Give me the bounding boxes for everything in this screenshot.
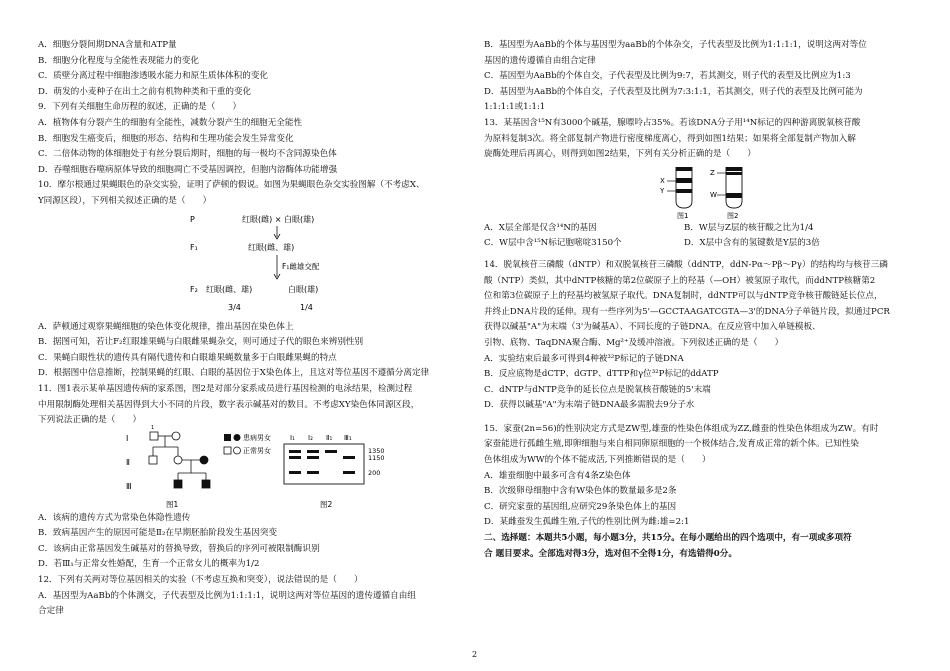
diagram-f2-right: 白眼(雄) <box>288 284 319 294</box>
gel-band <box>325 450 337 453</box>
q15-option-c: C．研究家蚕的基因组,应研究29条染色体上的基因 <box>484 501 677 512</box>
diagram-f1-text: 红眼(雌、雄) <box>248 242 295 252</box>
gen-label-i: Ⅰ <box>126 433 129 443</box>
q14-option-d: D．获得以碱基"A"为末端子链DNA最多需脱去9分子水 <box>484 400 695 411</box>
pedigree-i1-male <box>150 432 158 440</box>
gel-band <box>289 471 301 474</box>
legend-affected-circle-icon <box>234 434 241 441</box>
q15-stem-3: 色体组成为WW的个体不能成活,下列推断错误的是（ ） <box>484 455 711 466</box>
diagram-ratio-right: 1/4 <box>300 302 313 312</box>
tube2-cap <box>726 167 742 171</box>
gel-band <box>307 450 319 453</box>
tube1-caption: 图1 <box>677 211 689 220</box>
q12-stem: 12．下列有关两对等位基因相关的实验（不考虑互换和突变），说法错误的是（ ） <box>38 575 363 586</box>
q13-option-d: D．X层中含有的氢键数是Y层的3倍 <box>684 238 820 249</box>
pedigree-ii3-affected-female <box>200 456 208 464</box>
right-column <box>484 38 912 562</box>
q9-option-a: A．植物体有分裂产生的细胞有全能性，减数分裂产生的细胞无全能性 <box>38 117 303 128</box>
pedigree-ii2-female <box>174 456 182 464</box>
diagram-p-label: P <box>190 214 195 224</box>
q13-stem-3: 旋酶处理后再离心，则得到如图2结果，下列有关分析正确的是（ ） <box>484 149 756 160</box>
q14-stem-2: 酸（NTP）类似，其中dNTP核糖的第2位碳原子上的羟基（—OH）被氢原子取代，而ddNTP核糖第2 <box>484 275 876 286</box>
tube1-label-y: Y <box>660 186 665 195</box>
q11-stem-2: 中用限制酶处理相关基因得到大小不同的片段，数字表示碱基对的数目。不考虑XY染色体同源区段， <box>38 399 420 410</box>
q10-option-c: C．果蝇白眼性状的遗传具有隔代遗传和白眼雄果蝇数量多于白眼雌果蝇的特点 <box>38 352 337 363</box>
tube2-band-w <box>726 193 742 198</box>
left-column <box>38 38 470 620</box>
fig2-caption: 图2 <box>320 499 333 509</box>
page-number: 2 <box>472 650 478 659</box>
q14-stem-6: 引物、底物、TaqDNA聚合酶、Mg²⁺及缓冲溶液。下列叙述正确的是（ ） <box>484 337 784 348</box>
gel-band <box>307 471 319 474</box>
q14-option-b: B．反应底物是dCTP、dGTP、dTTP和γ位³²P标记的ddATP <box>484 369 719 380</box>
legend-affected-square-icon <box>224 434 231 441</box>
q11-stem-1: 11．图1表示某单基因遗传病的家系图，图2是对部分家系成员进行基因检测的电泳结果，检测过程 <box>38 383 413 394</box>
q13-stem-2: 为原料复制3次。将全部复制产物进行密度梯度离心，得到如图1结果；如果将全部复制产物加入解 <box>484 133 856 144</box>
q8-option-a: A．细胞分裂间期DNA含量和ATP量 <box>38 40 177 50</box>
gel-lane-label-3: Ⅱ₁ <box>326 433 333 442</box>
gen-label-ii: Ⅱ <box>126 457 130 467</box>
cross-diagram-svg <box>38 210 470 320</box>
tube2-label-w: W <box>710 190 717 199</box>
q13-options-row-1 <box>484 221 912 237</box>
tube1-band-x <box>676 178 692 183</box>
q12-option-b-line-1: B．基因型为AaBb的个体与基因型为aaBb的个体杂交，子代表型及比例为1:1:1:1，说明这两对等位 <box>484 40 867 50</box>
q11-option-c: C．该病由正常基因发生碱基对的替换导致，替换后的序列可被限制酶识别 <box>38 543 320 554</box>
diagram-f1-label: F₁ <box>190 242 198 252</box>
q10-stem-1: 10．摩尔根通过果蝇眼色的杂交实验，证明了萨顿的假说。如图为果蝇眼色杂交实验图解（不考虑X、 <box>38 180 425 191</box>
q12-option-d-line-2: 1:1:1:1或1:1:1 <box>484 102 546 113</box>
legend-affected-text: 患病男女 <box>243 433 271 442</box>
q15-stem-1: 15．家蚕(2n=56)的性别决定方式是ZW型,雄蚕的性染色体组成为ZZ,雌蚕的性染色体组成为ZW。有时 <box>484 423 879 434</box>
q15-option-b: B．次级卵母细胞中含有W染色体的数量最多是2条 <box>484 486 677 497</box>
gel-band <box>343 471 355 474</box>
diagram-p-cross: 红眼(雌) × 白眼(雄) <box>242 214 315 224</box>
q15-option-a: A．雄蚕细胞中最多可含有4条Z染色体 <box>484 470 631 481</box>
diagram-f2-left: 红眼(雌、雄) <box>206 284 253 294</box>
legend-normal-square-icon <box>224 447 231 454</box>
q11-option-d: D．若Ⅲ₁与正常女性婚配，生育一个正常女儿的概率为1/2 <box>38 559 260 570</box>
q8-option-c: C．质壁分离过程中细胞渗透吸水能力和原生质体体积的变化 <box>38 71 269 82</box>
q10-stem-2: Y同源区段），下列相关叙述正确的是（ ） <box>38 195 212 206</box>
q9-option-b: B．细胞发生癌变后，细胞的形态、结构和生理功能会发生异常变化 <box>38 133 294 144</box>
pedigree-ii1-male <box>149 456 157 464</box>
q9-option-d: D．吞噬细胞吞噬病原体导致的细胞凋亡不受基因调控，但胞内溶酶体功能增强 <box>38 164 338 175</box>
q13-centrifuge-figure <box>484 163 912 221</box>
tube2-caption: 图2 <box>727 211 739 220</box>
q13-option-b: B．W层与Z层的核苷酸之比为1/4 <box>684 222 814 233</box>
legend-normal-text: 正常男女 <box>243 446 271 455</box>
q12-option-b-line-2: 基因的遗传遵循自由组合定律 <box>484 55 596 66</box>
tube2-label-z: Z <box>710 168 715 177</box>
q15-option-d: D．某雌蚕发生孤雌生殖,子代的性别比例为雌:雄=2:1 <box>484 517 690 528</box>
tube1-label-x: X <box>660 176 665 185</box>
q13-stem-1: 13．某基因含¹⁵N有3000个碱基，腺嘌呤占35%。若该DNA分子用¹⁴N标记的四种游离脱氧核苷酸 <box>484 117 861 128</box>
q9-option-c: C．二倍体动物的体细胞处于有丝分裂后期时，细胞的每一极均不含同源染色体 <box>38 149 337 160</box>
q8-option-d: D．萌发的小麦种子在出土之前有机物种类和干重的变化 <box>38 86 252 97</box>
q14-stem-1: 14．脱氧核苷三磷酸（dNTP）和双脱氧核苷三磷酸（ddNTP，ddN-Pα～Pβ～Pγ）的结构均与核苷三磷 <box>484 259 888 270</box>
q14-stem-3: 位和第3位碳原子上的羟基均被氢原子取代。DNA复制时，ddNTP可以与dNTP竞争核苷酸链延长位点， <box>484 291 883 302</box>
gel-lane-label-2: Ⅰ₂ <box>308 433 313 442</box>
q10-cross-diagram <box>38 210 470 320</box>
q8-option-b: B．细胞分化程度与全能性表现能力的变化 <box>38 55 200 66</box>
pedigree-iii1-affected-male <box>174 480 182 488</box>
tube1-cap <box>676 167 692 171</box>
q10-option-d: D．根据图中信息推断，控制果蝇的红眼、白眼的基因位于X染色体上，且这对等位基因不遵循分离定律 <box>38 368 430 379</box>
q10-option-a: A．萨顿通过观察果蝇细胞的染色体变化规律，推出基因在染色体上 <box>38 321 294 332</box>
gel-size-1350: 1350 <box>368 446 385 455</box>
q13-option-a: A．X层全部是仅含¹⁴N的基因 <box>484 222 597 233</box>
legend-normal-circle-icon <box>234 447 241 454</box>
q14-option-a: A．实验结束后最多可得到4种被³²P标记的子链DNA <box>484 353 684 364</box>
gel-lane-label-4: Ⅲ₁ <box>344 433 352 442</box>
fig1-caption: 图1 <box>166 499 179 509</box>
diagram-f1-mating: F₁雌雄交配 <box>282 261 320 271</box>
q13-option-c: C．W层中含¹⁵N标记胞嘧啶3150个 <box>484 238 622 249</box>
q11-option-a: A．该病的遗传方式为常染色体隐性遗传 <box>38 512 191 523</box>
tube1-band-y <box>676 189 692 193</box>
q12-option-d-line-1: D．基因型为AaBb的个体自交，子代表型及比例为7:3:1:1，若其测交，则子代的表型及比例可能为 <box>484 86 863 97</box>
centrifuge-svg <box>484 163 912 221</box>
q9-stem: 9．下列有关细胞生命历程的叙述，正确的是（ ） <box>38 102 242 113</box>
tube2-band-z <box>726 172 742 175</box>
gel-band <box>289 450 301 453</box>
q14-stem-5: 获得以碱基"A"为末端（3'为碱基A）、不同长度的子链DNA。在反应管中加入单链模板、 <box>484 322 821 333</box>
gel-size-1150: 1150 <box>368 453 385 462</box>
gel-band <box>289 456 301 459</box>
q13-options-row-2 <box>484 236 912 252</box>
q14-option-c: C．dNTP与dNTP竞争的延长位点是脱氧核苷酸链的5'末端 <box>484 384 711 395</box>
gel-band <box>307 456 319 459</box>
gen-label-iii: Ⅲ <box>126 481 132 491</box>
diagram-ratio-left: 3/4 <box>228 302 241 312</box>
q10-option-b: B．据图可知，若让F₂红眼雄果蝇与白眼雌果蝇杂交，则可通过子代的眼色来辨别性别 <box>38 337 364 348</box>
pedigree-num-i1: 1 <box>151 424 155 431</box>
diagram-f2-label: F₂ <box>190 284 198 294</box>
q14-stem-4: 并终止DNA片段的延伸。现有一些序列为5'—GCCTAAGATCGTA—3'的DNA分子单链片段，拟通过PCR <box>484 306 890 317</box>
section-2-heading-1: 二、选择题：本题共5小题，每小题3分，共15分。在每小题给出的四个选项中，有一项或多项符 <box>484 533 852 544</box>
tube1-body <box>676 167 692 208</box>
gel-lane-label-1: Ⅰ₁ <box>290 433 295 442</box>
q12-option-c: C．基因型为AaBb的个体自交，子代表型及比例为9:7，若其测交，则子代的表型及比例应为1:3 <box>484 71 851 82</box>
gel-band <box>343 456 355 459</box>
q11-figures <box>38 424 470 511</box>
q12-option-a-line-1: A．基因型为AaBb的个体测交，子代表型及比例为1:1:1:1，说明这两对等位基因的遗传遵循自由组 <box>38 590 416 601</box>
q11-stem-3: 下列说法正确的是（ ） <box>38 415 142 426</box>
pedigree-i2-female <box>172 432 180 440</box>
q12-option-a-line-2: 合定律 <box>38 606 64 617</box>
gel-size-200: 200 <box>368 468 381 477</box>
pedigree-iii2-affected-male <box>202 480 210 488</box>
pedigree-and-gel-svg <box>38 424 470 511</box>
q15-stem-2: 家蚕能进行孤雌生殖,即卵细胞与来自相同卵原细胞的一个极体结合,发育成正常的新个体。已知性染 <box>484 439 859 450</box>
q11-option-b: B．致病基因产生的原因可能是Ⅱ₂在早期胚胎阶段发生基因突变 <box>38 528 278 539</box>
section-2-heading-2: 合 题目要求。全部选对得3分，选对但不全得1分，有选错得0分。 <box>484 548 737 559</box>
